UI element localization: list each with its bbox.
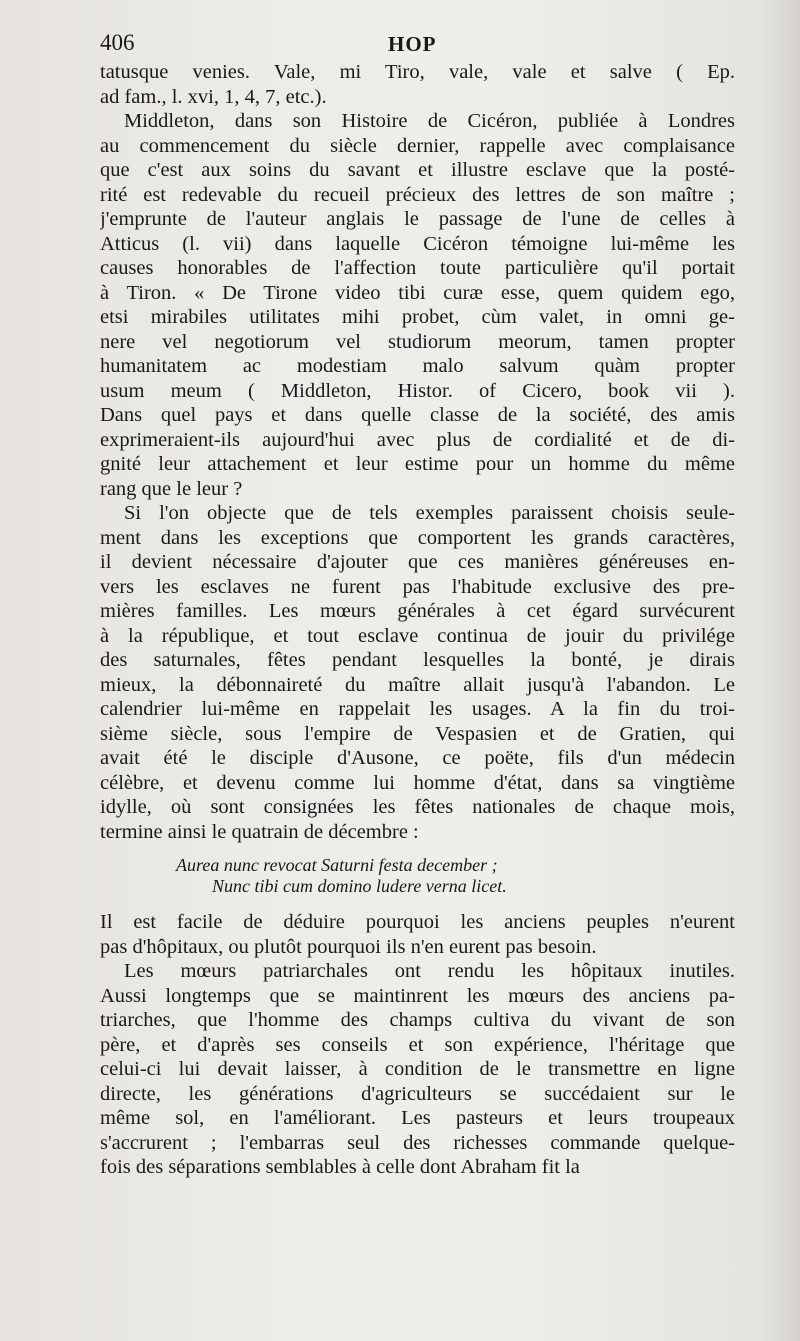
text-line: nere vel negotiorum vel studiorum meorum, tamen propter xyxy=(100,330,735,353)
page-number: 406 xyxy=(100,30,135,55)
text-line: tatusque venies. Vale, mi Tiro, vale, vale et salve ( Ep. xyxy=(100,61,735,83)
text-line: célèbre, et devenu comme lui homme d'état, dans sa vingtième xyxy=(100,771,735,794)
text-line: exprimeraient-ils aujourd'hui avec plus de cordialité et de di- xyxy=(100,428,735,451)
text-line: ment dans les exceptions que comportent les grands caractères, xyxy=(100,526,735,549)
text-line: Les mœurs patriarchales ont rendu les hôpitaux inutiles. xyxy=(124,960,735,982)
text-line: fois des séparations semblables à celle dont Abraham fit la xyxy=(100,1156,580,1178)
text-line: à Tiron. « De Tirone video tibi curæ esse, quem quidem ego, xyxy=(100,281,735,304)
text-line: causes honorables de l'affection toute particulière qu'il portait xyxy=(100,257,735,279)
text-line: idylle, où sont consignées les fêtes nationales de chaque mois, xyxy=(100,796,735,818)
text-line: père, et d'après ses conseils et son expérience, l'héritage que xyxy=(100,1033,735,1056)
text-line: Dans quel pays et dans quelle classe de la société, des amis xyxy=(100,404,735,426)
text-line: Middleton, dans son Histoire de Cicéron, publiée à Londres xyxy=(124,110,735,132)
paragraph-block-before-verse xyxy=(100,60,735,844)
text-line: à la république, et tout esclave continua de jouir du privilége xyxy=(100,624,735,647)
text-line: que c'est aux soins du savant et illustre esclave que la posté- xyxy=(100,159,735,181)
text-line: celui-ci lui devait laisser, à condition de le transmettre en ligne xyxy=(100,1058,735,1080)
body-text xyxy=(100,60,735,1180)
page-edge-shadow xyxy=(762,0,800,1341)
paragraph xyxy=(100,501,735,844)
text-line: calendrier lui-même en rappelait les usages. A la fin du troi- xyxy=(100,698,735,720)
text-line: Aussi longtemps que se maintinrent les mœurs des anciens pa- xyxy=(100,984,735,1007)
running-head: HOP xyxy=(388,32,437,56)
text-line: termine ainsi le quatrain de décembre : xyxy=(100,820,419,843)
text-line: vers les esclaves ne furent pas l'habitude exclusive des pre- xyxy=(100,575,735,598)
spacer xyxy=(100,897,735,910)
paragraph xyxy=(100,60,735,109)
text-line: directe, les générations d'agriculteurs se succédaient sur le xyxy=(100,1082,735,1105)
text-line: rang que le leur ? xyxy=(100,477,243,500)
verse-quatrain xyxy=(100,855,735,897)
text-line: avait été le disciple d'Ausone, ce poëte, fils d'un médecin xyxy=(100,747,735,769)
text-line: pas d'hôpitaux, ou plutôt pourquoi ils n'en eurent pas besoin. xyxy=(100,935,597,958)
text-line: des saturnales, fêtes pendant lesquelles la bonté, je dirais xyxy=(100,649,735,671)
text-line: au commencement du siècle dernier, rappelle avec complaisance xyxy=(100,134,735,157)
text-line: j'emprunte de l'auteur anglais le passage de l'une de celles à xyxy=(100,208,735,230)
text-line: usum meum ( Middleton, Histor. of Cicero, book vii ). xyxy=(100,379,735,402)
paragraph xyxy=(100,109,735,501)
page-header xyxy=(100,30,740,60)
text-line: Il est facile de déduire pourquoi les anciens peuples n'eurent xyxy=(100,911,735,933)
text-line: mières familles. Les mœurs générales à cet égard survécurent xyxy=(100,600,735,622)
text-line: Si l'on objecte que de tels exemples paraissent choisis seule- xyxy=(124,502,735,524)
text-line: même sol, en l'améliorant. Les pasteurs et leurs troupeaux xyxy=(100,1107,735,1129)
paragraph xyxy=(100,959,735,1180)
paragraph xyxy=(100,910,735,959)
text-line: ad fam., l. xvi, 1, 4, 7, etc.). xyxy=(100,85,327,108)
text-line: triarches, que l'homme des champs cultiva du vivant de son xyxy=(100,1009,735,1031)
text-line: rité est redevable du recueil précieux des lettres de son maître ; xyxy=(100,183,735,206)
text-line: mieux, la débonnaireté du maître allait jusqu'à l'abandon. Le xyxy=(100,673,735,696)
verse-line: Aurea nunc revocat Saturni festa december ; xyxy=(176,855,498,875)
text-line: Atticus (l. vii) dans laquelle Cicéron témoigne lui-même les xyxy=(100,232,735,255)
spacer xyxy=(100,844,735,855)
text-line: humanitatem ac modestiam malo salvum quàm propter xyxy=(100,355,735,377)
verse-line: Nunc tibi cum domino ludere verna licet. xyxy=(212,876,507,896)
text-line: etsi mirabiles utilitates mihi probet, cùm valet, in omni ge- xyxy=(100,306,735,328)
text-line: il devient nécessaire d'ajouter que ces manières généreuses en- xyxy=(100,551,735,573)
text-line: gnité leur attachement et leur estime pour un homme du même xyxy=(100,453,735,475)
text-line: s'accrurent ; l'embarras seul des richesses commande quelque- xyxy=(100,1131,735,1154)
text-line: sième siècle, sous l'empire de Vespasien et de Gratien, qui xyxy=(100,722,735,745)
paragraph-block-after-verse xyxy=(100,910,735,1180)
